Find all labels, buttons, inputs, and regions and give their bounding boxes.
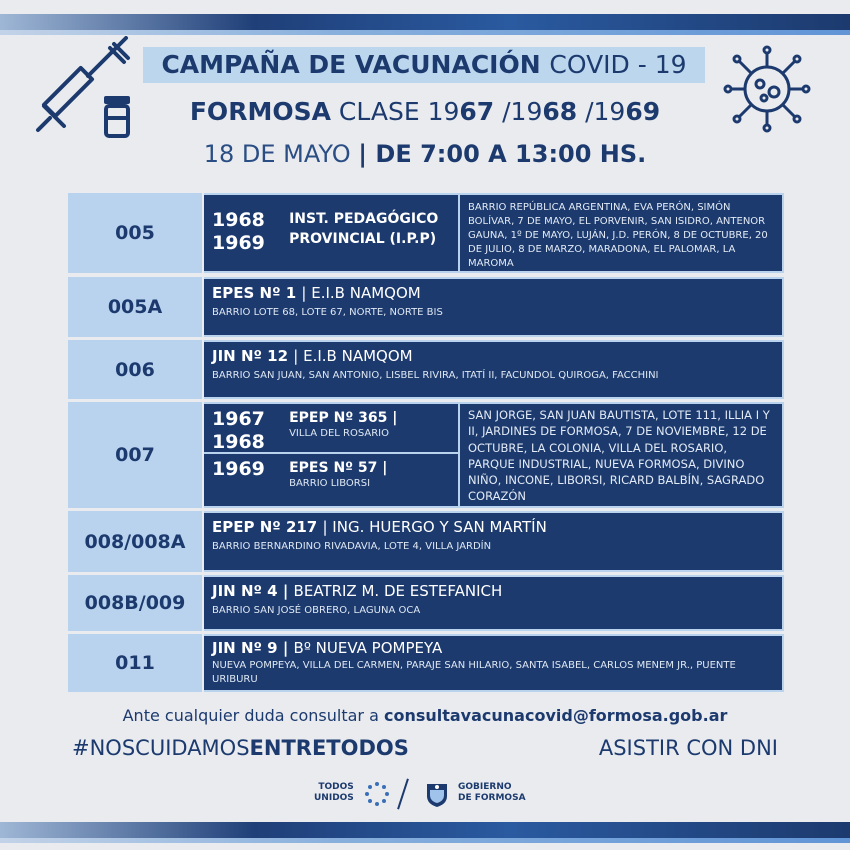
logos-bar: [0, 778, 850, 812]
institution-detail: | ING. HUERGO Y SAN MARTÍN: [322, 518, 547, 536]
contact-line: [0, 706, 850, 725]
vaccination-center-code: 005: [68, 193, 202, 273]
row-body: [204, 575, 784, 631]
vaccination-center-code: 008B/009: [68, 575, 202, 631]
institution-name: JIN Nº 9 |: [212, 639, 289, 657]
vaccination-center-code: 011: [68, 634, 202, 692]
dni-notice: ASISTIR CON DNI: [598, 736, 778, 760]
hashtag-bold: ENTRETODOS: [249, 736, 409, 760]
row-body: [204, 511, 784, 572]
vaccination-center-code: 006: [68, 340, 202, 399]
row-body: [204, 193, 784, 273]
institution-detail: | E.I.B NAMQOM: [293, 347, 413, 365]
syringe-icon: [30, 36, 140, 146]
hashtag-light: #NOSCUIDAMOS: [72, 736, 250, 760]
vaccination-center-code: 008/008A: [68, 511, 202, 572]
table-row: [68, 402, 784, 508]
institution-name: EPES Nº 1: [212, 284, 297, 302]
title-bold: CAMPAÑA DE VACUNACIÓN: [161, 50, 541, 79]
row-body: [204, 277, 784, 337]
institution-location: BARRIO LIBORSI: [289, 478, 371, 489]
row-body: [204, 634, 784, 692]
class-heading: [0, 97, 850, 126]
todos-unidos-text: TODOS UNIDOS: [314, 782, 354, 803]
title-light: COVID - 19: [549, 50, 687, 79]
institution-name: EPEP Nº 365 |: [289, 410, 398, 426]
vaccination-center-code: 007: [68, 402, 202, 508]
institution-detail: | E.I.B NAMQOM: [301, 284, 421, 302]
hashtag: [72, 736, 409, 760]
institution-name: EPES Nº 57 |: [289, 460, 388, 476]
city-name: FORMOSA: [189, 97, 331, 126]
institution-name: JIN Nº 12: [212, 347, 289, 365]
top-stripe: [0, 14, 850, 30]
barrios-list: NUEVA POMPEYA, VILLA DEL CARMEN, PARAJE SAN HILARIO, SANTA ISABEL, CARLOS MENEM JR., PUENTE URIBURU: [212, 660, 736, 685]
institution-name: [289, 209, 438, 249]
table-row: [68, 193, 784, 273]
institution-detail: BEATRIZ M. DE ESTEFANICH: [293, 582, 503, 600]
sep-1: /19: [494, 97, 543, 126]
gobierno-text: GOBIERNO DE FORMOSA: [458, 782, 526, 803]
institution-detail: Bº NUEVA POMPEYA: [293, 639, 443, 657]
bottom-stripe: [0, 822, 850, 838]
table-row: [68, 511, 784, 572]
barrios-list: BARRIO BERNARDINO RIVADAVIA, LOTE 4, VILLA JARDÍN: [212, 541, 492, 552]
consult-text: Ante cualquier duda consultar a: [122, 706, 379, 725]
table-row: [68, 575, 784, 631]
row-body: [204, 402, 784, 508]
year-3: 69: [625, 97, 661, 126]
year-1: 67: [459, 97, 495, 126]
table-row: [68, 634, 784, 692]
institution-line-1: INST. PEDAGÓGICO: [289, 211, 439, 227]
table-row: [68, 277, 784, 337]
table-row: [68, 340, 784, 399]
row-years: 1969: [212, 458, 265, 480]
date-text: 18 DE MAYO: [203, 140, 351, 168]
sep-2: /19: [577, 97, 626, 126]
formosa-shield-icon: [424, 780, 450, 808]
date-heading: [0, 140, 850, 168]
sub-center-a: [204, 404, 458, 454]
institution-location: VILLA DEL ROSARIO: [289, 428, 390, 439]
institution-name: JIN Nº 4 |: [212, 582, 289, 600]
barrios-list: BARRIO REPÚBLICA ARGENTINA, EVA PERÓN, SIMÓN BOLÍVAR, 7 DE MAYO, EL PORVENIR, SAN ISIDRO, ANTENOR GAUNA, 1º DE MAYO, LUJÁN, J.D. PERÓN, 8 DE OCTUBRE, 20 DE JULIO, 8 DE MARZO, MARADONA, EL PALOMAR, LA MAROMA: [468, 202, 768, 269]
contact-email[interactable]: consultavacunacovid@formosa.gob.ar: [383, 706, 728, 725]
barrios-list: SAN JORGE, SAN JUAN BAUTISTA, LOTE 111, ILLIA I Y II, JARDINES DE FORMOSA, 7 DE NOVIEMBRE, 12 DE OCTUBRE, LA COLONIA, VILLA DEL ROSARIO, PARQUE INDUSTRIAL, NUEVA FORMOSA, DIVINO NIÑO, INCONE, LIBORSI, RICARD BALBÍN, SAGRADO CORAZÓN: [468, 408, 770, 504]
sub-center-b: [204, 454, 458, 504]
year-2: 68: [542, 97, 578, 126]
barrios-list: BARRIO SAN JOSÉ OBRERO, LAGUNA OCA: [212, 605, 421, 616]
divider: [397, 778, 409, 809]
row-years: 1967 1968: [212, 408, 265, 453]
hours-text: | DE 7:00 A 13:00 HS.: [358, 140, 647, 168]
row-body: [204, 340, 784, 399]
barrios-list: BARRIO SAN JUAN, SAN ANTONIO, LISBEL RIVIRA, ITATÍ II, FACUNDOL QUIROGA, FACCHINI: [212, 370, 659, 381]
institution-name: EPEP Nº 217: [212, 518, 318, 536]
vaccination-center-code: 005A: [68, 277, 202, 337]
campaign-title: [143, 47, 705, 83]
barrios-list: BARRIO LOTE 68, LOTE 67, NORTE, NORTE BIS: [212, 307, 443, 318]
institution-line-2: PROVINCIAL (I.P.P): [289, 231, 437, 247]
clase-label: CLASE 19: [338, 97, 460, 126]
todos-unidos-icon: [364, 781, 390, 807]
row-years: 1968 1969: [212, 209, 265, 254]
